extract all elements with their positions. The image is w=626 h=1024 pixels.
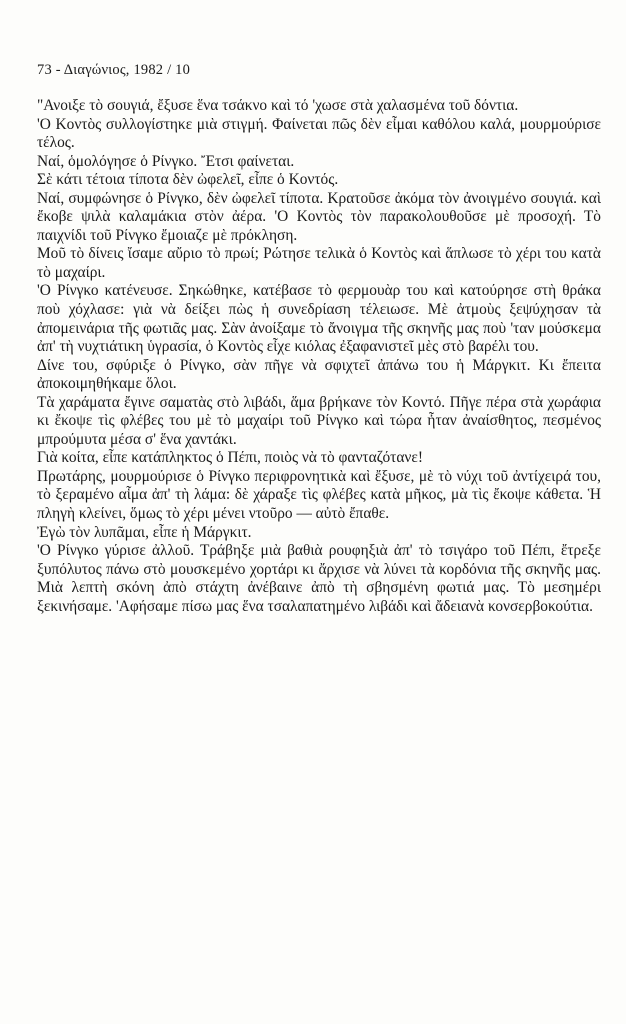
paragraph: Ναί, ὁμολόγησε ὁ Ρίνγκο. Ἔτσι φαίνεται. [37,152,295,170]
paragraph: Πρωτάρης, μουρμούρισε ὁ Ρίνγκο περιφρονητικὰ καὶ ἔξυσε, μὲ τὸ νύχι τοῦ ἀντίχειρά του, τὸ ξεραμένο αἷμα ἀπ' τὴ λάμα: δὲ χάραξε τὶς φλέβες κατὰ μῆκος, μὰ τὶς ἔκοψε κάθετα. Ἡ πληγὴ κλείνει, ὅμως τὸ χέρι μένει ντοῦρο — αὐτὸ ἔπαθε. [37,467,601,523]
paragraph: 'Ο Ρίνγκο γύρισε ἀλλοῦ. Τράβηξε μιὰ βαθιὰ ρουφηξιὰ ἀπ' τὸ τσιγάρο τοῦ Πέπι, ἔτρεξε ξυπόλυτος πάνω στὸ μουσκεμένο χορτάρι κι ἄρχισε νὰ λύνει τὰ κορδόνια τῆς σκηνῆς μας. Μιὰ λεπτὴ σκόνη ἀπὸ στάχτη ἀνέβαινε ἀπὸ τὴ σβησμένη φωτιά μας. Τὸ μεσημέρι ξεκινήσαμε. 'Αφήσαμε πίσω μας ἕνα τσαλαπατημένο λιβάδι καὶ ἄδειανὰ κονσερβοκούτια. [37,542,601,615]
paragraph: Δίνε του, σφύριξε ὁ Ρίνγκο, σὰν πῆγε νὰ σφιχτεῖ ἀπάνω του ἡ Μάργκιτ. Κι ἔπειτα ἀποκοιμηθήκαμε ὅλοι. [37,356,601,393]
page-header: 73 - Διαγώνιος, 1982 / 10 [37,62,191,78]
body-text [37,97,601,616]
paragraph: Τὰ χαράματα ἔγινε σαματὰς στὸ λιβάδι, ἅμα βρήκανε τὸν Κοντό. Πῆγε πέρα στὰ χωράφια κι ἔκοψε τὶς φλέβες του μὲ τὸ μαχαίρι τοῦ Ρίνγκο καὶ τώρα ἦταν ἀναίσθητος, πεσμένος μπρούμυτα μέσα σ' ἕνα χαντάκι. [37,393,601,448]
paragraph: "Ανοιξε τὸ σουγιά, ἔξυσε ἕνα τσάκνο καὶ τό 'χωσε στὰ χαλασμένα τοῦ δόντια. [37,97,519,114]
paragraph: Μοῦ τὸ δίνεις ἴσαμε αὔριο τὸ πρωί; Ρώτησε τελικὰ ὁ Κοντὸς καὶ ἅπλωσε τὸ χέρι του κατὰ τὸ μαχαίρι. [37,245,601,281]
paragraph: 'Ο Κοντὸς συλλογίστηκε μιὰ στιγμή. Φαίνεται πῶς δὲν εἶμαι καθόλου καλά, μουρμούρισε τέλος. [37,115,601,152]
paragraph: Ἐγὼ τὸν λυπᾶμαι, εἶπε ἡ Μάργκιτ. [37,523,252,541]
paragraph: Γιὰ κοίτα, εἶπε κατάπληκτος ὁ Πέπι, ποιὸς νὰ τὸ φανταζότανε! [37,449,423,467]
paragraph: Ναί, συμφώνησε ὁ Ρίνγκο, δὲν ὠφελεῖ τίποτα. Κρατοῦσε ἀκόμα τὸν ἀνοιγμένο σουγιά. καὶ ἔκοβε ψιλὰ καλαμάκια στὸν ἀέρα. 'Ο Κοντὸς τὸν παρακολουθοῦσε μὲ προσοχή. Τὸ παιχνίδι τοῦ Ρίνγκο ἔμοιαζε μὲ πρόκληση. [37,189,601,244]
paragraph: Σὲ κάτι τέτοια τίποτα δὲν ὠφελεῖ, εἶπε ὁ Κοντός. [37,171,339,189]
paragraph: 'Ο Ρίνγκο κατένευσε. Σηκώθηκε, κατέβασε τὸ φερμουὰρ του καὶ κατούρησε στὴ θράκα ποὺ χόχλασε: γιὰ νὰ δείξει πὼς ἡ συνεδρίαση τέλειωσε. Μὲ ἀτμοὺς ξεψύχησαν τὰ ἀπομεινάρια τῆς φωτιᾶς μας. Σὰν ἀνοίξαμε τὸ ἄνοιγμα τῆς σκηνῆς μας ποὺ 'ταν μούσκεμα ἀπ' τὴ νυχτιάτικη ὑγρασία, ὁ Κοντὸς εἶχε κιόλας ἐξαφανιστεῖ μὲς στὸ βαρέλι του. [37,282,601,356]
